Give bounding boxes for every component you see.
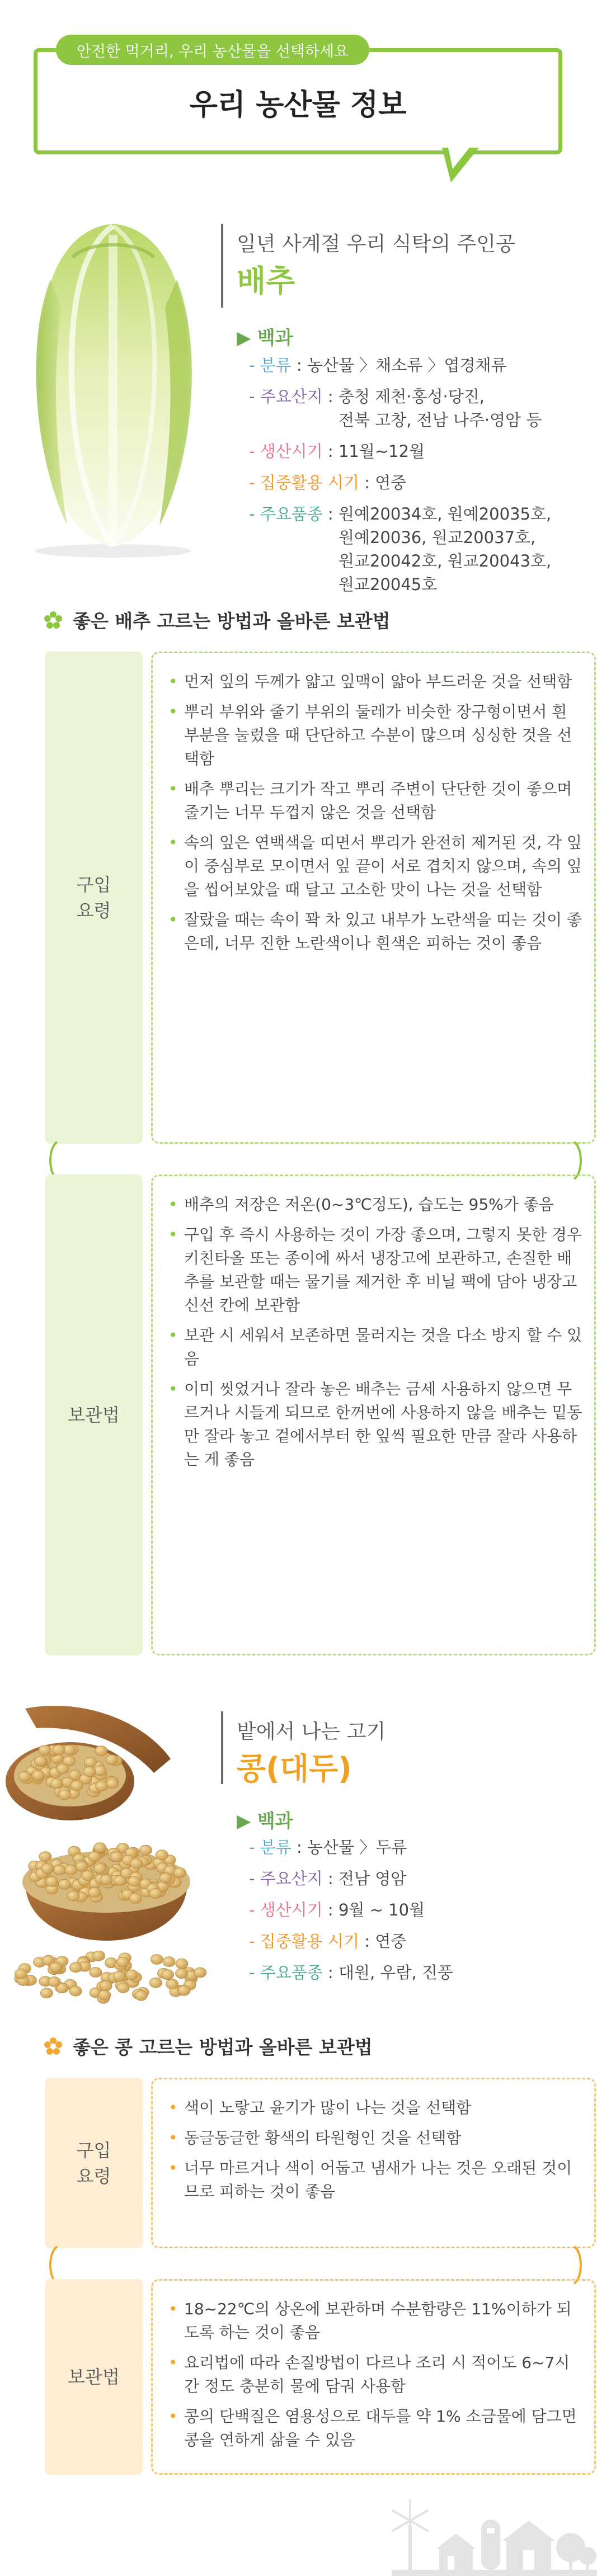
fact-row — [249, 502, 551, 596]
soybean-bean — [39, 1745, 51, 1756]
list-item: • 18~22℃의 상온에 보관하며 수분함량은 11%이하가 되도록 하는 것이 좋음 — [168, 2297, 583, 2344]
soybean-bean — [110, 1852, 123, 1862]
triangle-right-icon: ▶ — [237, 327, 251, 348]
soy-store-list — [153, 2281, 594, 2452]
fact-value-line: 연중 — [375, 1932, 407, 1951]
panel-label-text: 구입 요령 — [76, 2139, 111, 2187]
soybean-bean — [48, 1977, 60, 1987]
section-heading-text: 좋은 콩 고르는 방법과 올바른 보관법 — [73, 2036, 373, 2058]
cabbage-buy-panel — [151, 652, 596, 1144]
soybean-bean — [173, 1868, 186, 1878]
soy-dict-heading — [237, 1806, 293, 1833]
intro-rule — [221, 224, 223, 308]
triangle-right-icon: ▶ — [237, 1810, 251, 1832]
cabbage-tips-heading — [44, 607, 391, 633]
fact-value — [307, 353, 507, 377]
soybean-bean — [69, 1986, 82, 1996]
fact-value — [375, 471, 406, 494]
header-speech-tail-inner — [448, 148, 469, 169]
fact-sep: : — [322, 504, 339, 523]
fact-label: 생산시기 — [260, 442, 323, 461]
farm-scene-illustration — [392, 2486, 597, 2576]
fact-value-line: 농산물 〉채소류 〉엽경채류 — [307, 356, 507, 375]
soybean-bean — [82, 1871, 94, 1881]
fact-sep: : — [322, 442, 339, 461]
cabbage-store-panel — [151, 1174, 596, 1655]
soy-buy-label — [45, 2078, 143, 2248]
soybean-bean — [166, 1979, 178, 1989]
soy-tips-heading — [44, 2033, 373, 2059]
fact-row — [249, 353, 507, 377]
fact-value — [339, 1961, 453, 1984]
fact-label: 생산시기 — [260, 1900, 323, 1919]
fact-row — [249, 1929, 406, 1953]
dict-label: 백과 — [257, 327, 293, 348]
fact-value — [375, 1929, 406, 1953]
list-item: • 보관 시 세워서 보존하면 물러지는 것을 다소 방지 할 수 있음 — [168, 1324, 583, 1371]
fact-sep: : — [322, 387, 339, 406]
list-item: • 이미 씻었거나 잘라 놓은 배추는 금세 사용하지 않으면 무르거나 시들게 되므로 한꺼번에 사용하지 않을 배추는 밑동만 잘라 놓고 겉에서부터 한 잎씩 필요한 만큼 잘라 사용하는 게 좋음 — [168, 1377, 583, 1471]
fact-value-line: 전북 고창, 전남 나주·영암 등 — [338, 411, 542, 430]
fact-label: 주요품종 — [260, 504, 323, 523]
soybean-bean — [113, 1971, 125, 1981]
soybean-bean — [18, 1771, 31, 1781]
soybean-bean — [106, 1778, 119, 1789]
fact-dash: - — [249, 1869, 260, 1888]
panel-label-text: 보관법 — [68, 1404, 120, 1426]
cabbage-name: 배추 — [237, 263, 295, 299]
soybean-bean — [149, 1889, 162, 1899]
soybean-bean — [90, 1968, 102, 1978]
fact-label: 분류 — [260, 356, 292, 375]
flower-icon — [44, 611, 63, 630]
fact-label: 집중활용 시기 — [260, 473, 359, 492]
fact-dash: - — [249, 387, 260, 406]
fact-sep: : — [322, 1869, 339, 1888]
fact-label: 주요산지 — [260, 1869, 323, 1888]
fact-value-line: 원예20036, 원교20037호, — [338, 528, 536, 547]
soybean-bean — [176, 1959, 188, 1969]
soybean-bean — [156, 1850, 168, 1860]
soybean-bean — [88, 1852, 101, 1862]
fact-row — [249, 1867, 406, 1890]
soybean-bean — [162, 1970, 174, 1980]
soybean-bean — [70, 1781, 83, 1791]
soybean-bean — [140, 1845, 152, 1855]
cabbage-buy-list — [153, 653, 594, 955]
panel-label-text: 보관법 — [68, 2366, 120, 2388]
fact-sep: : — [291, 1838, 307, 1857]
fact-dash: - — [249, 356, 260, 375]
soybean-bean — [117, 1983, 129, 1993]
soybean-bean — [106, 1755, 118, 1765]
soybean-bean — [151, 1955, 163, 1965]
fact-value-line: 충청 제천·홍성·당진, — [338, 387, 485, 406]
soy-name: 콩(대두) — [237, 1751, 352, 1786]
soybean-bean — [159, 1873, 172, 1883]
soy-store-label — [45, 2279, 143, 2475]
list-item: • 동글동글한 황색의 타원형인 것을 선택함 — [168, 2126, 583, 2150]
cabbage-dict-heading — [237, 323, 293, 350]
soybean-bean — [95, 1746, 107, 1756]
soybean-bean — [59, 1790, 71, 1800]
list-item: • 구입 후 즉시 사용하는 것이 가장 좋으며, 그렇지 못한 경우 키친타올 또는 종이에 싸서 냉장고에 보관하고, 손질한 배추를 보관할 때는 물기를 제거한 후 비닐 팩에 담아 냉장고 신선 칸에 보관함 — [168, 1223, 583, 1317]
soybean-bean — [83, 1767, 96, 1777]
cabbage-buy-label — [45, 652, 143, 1144]
fact-value-line: 원교20045호 — [338, 575, 438, 594]
fact-value-line: 전남 영암 — [338, 1869, 407, 1888]
fact-dash: - — [249, 1963, 260, 1982]
fact-sep: : — [322, 1900, 339, 1919]
fact-value — [339, 1898, 425, 1922]
fact-value — [307, 1836, 407, 1859]
fact-value-line: 원예20034호, 원예20035호, — [338, 504, 552, 523]
list-item: • 뿌리 부위와 줄기 부위의 둘레가 비슷한 장구형이면서 흰 부분을 눌렀을 때 단단하고 수분이 많으며 싱싱한 것을 선택함 — [168, 700, 583, 771]
soybean-bean — [32, 1770, 44, 1780]
soybean-bean — [178, 1985, 190, 1995]
soybean-bean — [46, 1876, 58, 1886]
soybean-bean — [94, 1843, 106, 1853]
fact-row — [249, 440, 425, 463]
soybean-bean — [53, 1865, 65, 1875]
cabbage-subtitle: 일년 사계절 우리 식탁의 주인공 — [237, 233, 515, 256]
soy-subtitle: 밭에서 나는 고기 — [237, 1720, 386, 1743]
fact-dash: - — [249, 1932, 260, 1951]
soybean-bean — [194, 1968, 206, 1978]
soybean-bean — [128, 1876, 140, 1886]
soybean-bean — [116, 1957, 129, 1967]
fact-value-line: 대원, 우람, 진풍 — [338, 1963, 453, 1982]
fact-sep: : — [291, 356, 307, 375]
fact-row — [249, 1898, 425, 1922]
list-item: • 잘랐을 때는 속이 꽉 차 있고 내부가 노란색을 띠는 것이 좋은데, 너무 진한 노란색이나 흰색은 피하는 것이 좋음 — [168, 908, 583, 955]
section-heading-text: 좋은 배추 고르는 방법과 올바른 보관법 — [73, 610, 391, 632]
soybean-bean — [53, 1745, 65, 1755]
fact-sep: : — [322, 1963, 339, 1982]
soybean-bean — [135, 1990, 147, 2001]
intro-rule — [221, 1711, 223, 1784]
page-title: 우리 농산물 정보 — [189, 88, 407, 122]
fact-value — [339, 502, 551, 596]
soybean-bean — [96, 1781, 108, 1791]
fact-sep: : — [359, 1932, 375, 1951]
soybean-image — [3, 1697, 215, 2011]
soybean-bean — [50, 1962, 62, 1972]
fact-dash: - — [249, 473, 260, 492]
fact-dash: - — [249, 442, 260, 461]
soybean-bean — [84, 1757, 97, 1767]
soybean-bean — [130, 1858, 143, 1869]
fact-value-line: 농산물 〉두류 — [307, 1838, 407, 1857]
fact-row — [249, 385, 542, 432]
fact-label: 주요산지 — [260, 387, 323, 406]
list-item: • 배추 뿌리는 크기가 작고 뿌리 주변이 단단한 것이 좋으며 줄기는 너무 두껍지 않은 것을 선택함 — [168, 777, 583, 824]
fact-row — [249, 1961, 453, 1984]
soybean-bean — [163, 1957, 175, 1967]
fact-dash: - — [249, 504, 260, 523]
panel-label-text: 구입 요령 — [76, 874, 111, 921]
cabbage-image — [17, 213, 210, 559]
soy-buy-list — [153, 2079, 594, 2204]
soybean-bean — [40, 1988, 53, 1998]
fact-value-line: 연중 — [375, 473, 407, 492]
list-item: • 배추의 저장은 저온(0~3℃정도), 습도는 95%가 좋음 — [168, 1193, 583, 1216]
cabbage-store-label — [45, 1174, 143, 1655]
list-item: • 요리법에 따라 손질방법이 다르나 조리 시 적어도 6~7시간 정도 충분히 물에 담궈 사용함 — [168, 2351, 583, 2398]
dict-label: 백과 — [257, 1810, 293, 1832]
soybean-bean — [98, 1990, 111, 2000]
soybean-bean — [58, 1879, 70, 1889]
soybean-bean — [88, 1888, 101, 1898]
soybean-bean — [126, 1970, 138, 1980]
list-item: • 먼저 잎의 두께가 얇고 잎맥이 얇아 부드러운 것을 선택함 — [168, 670, 583, 693]
soybean-bean — [67, 1891, 79, 1901]
soybean-bean — [100, 1875, 112, 1885]
soybean-bean — [70, 1962, 82, 1973]
fact-dash: - — [249, 1838, 260, 1857]
soybean-bean — [149, 1978, 162, 1988]
fact-value-line: 11월~12월 — [338, 442, 425, 461]
soybean-bean — [176, 1969, 188, 1979]
soy-buy-panel — [151, 2078, 596, 2248]
fact-sep: : — [359, 473, 375, 492]
fact-value — [339, 1867, 406, 1890]
list-item: • 콩의 단백질은 염용성으로 대두를 약 1% 소금물에 담그면 콩을 연하게 삶을 수 있음 — [168, 2405, 583, 2452]
fact-label: 분류 — [260, 1838, 292, 1857]
soybean-bean — [50, 1778, 63, 1789]
soybean-bean — [65, 1865, 77, 1875]
fact-value-line: 9월 ~ 10월 — [338, 1900, 425, 1919]
soybean-bean — [129, 1893, 142, 1903]
fact-value-line: 원교20042호, 원교20043호, — [338, 551, 552, 570]
soy-store-panel — [151, 2279, 596, 2475]
fact-row — [249, 471, 406, 494]
list-item: • 너무 마르거나 색이 어둡고 냄새가 나는 것은 오래된 것이므로 피하는 것이 좋음 — [168, 2157, 583, 2204]
soybean-bean — [41, 1863, 54, 1874]
list-item: • 속의 잎은 연백색을 띠면서 뿌리가 완전히 제거된 것, 각 잎이 중심부로 모이면서 잎 끝이 서로 겹치지 않으며, 속의 잎을 씹어보았을 때 달고 고소한 맛이 나는 것을 선택함 — [168, 831, 583, 902]
fact-value — [339, 440, 425, 463]
list-item: • 색이 노랗고 윤기가 많이 나는 것을 선택함 — [168, 2096, 583, 2120]
soybean-bean — [94, 1863, 106, 1874]
soybean-bean — [57, 1764, 69, 1774]
soybean-bean — [34, 1756, 46, 1766]
fact-label: 주요품종 — [260, 1963, 323, 1982]
cabbage-store-list — [153, 1176, 594, 1471]
soybean-bean — [93, 1951, 105, 1961]
fact-row — [249, 1836, 407, 1859]
flower-icon — [44, 2037, 63, 2056]
fact-dash: - — [249, 1900, 260, 1919]
soybean-bean — [100, 1981, 112, 1991]
fact-value — [339, 385, 542, 432]
soybean-bean — [39, 1852, 51, 1862]
soybean-bean — [15, 1969, 27, 1979]
header-tagline: 안전한 먹거리, 우리 농산물을 선택하세요 — [56, 35, 369, 65]
fact-label: 집중활용 시기 — [260, 1932, 359, 1951]
